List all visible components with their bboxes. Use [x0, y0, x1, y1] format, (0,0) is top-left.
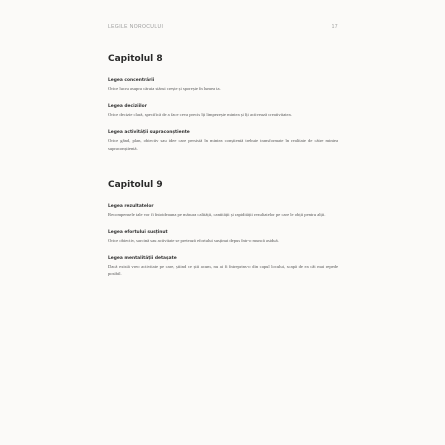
law-text: Orice obiectiv, sarcină sau activitate se pretează efortului susținut depus într-o muncă asiduă. [108, 238, 279, 244]
law-title: Legea efortului susținut [108, 230, 168, 236]
law-text: Orice lucru asupra căruia stărui crește și sporește în lumea ta. [108, 86, 221, 91]
running-title: LEGILE NOROCULUI [108, 24, 164, 30]
chapter-spacer [108, 164, 338, 180]
law-item [108, 78, 338, 92]
law-item [108, 230, 338, 244]
law-item [108, 130, 338, 151]
law-text: Orice decizie clară, specifică de a face ceva precis îți limpezește mintea și îți activează creativitatea. [108, 112, 292, 118]
law-title: Legea deciziilor [108, 104, 147, 110]
chapter-9 [108, 180, 338, 278]
law-title: Legea concentrării [108, 78, 155, 83]
law-title: Legea mentalității detașate [108, 256, 177, 262]
law-text: Recompensele tale vor fi întotdeauna pe măsura calității, cantității și rapidității rezultatelor pe care le obții pentru alții. [108, 211, 326, 217]
law-item [108, 256, 338, 277]
chapter-title: Capitolul 9 [108, 179, 163, 190]
page-content [108, 54, 338, 290]
chapter-8 [108, 54, 338, 152]
law-text: Orice gând, plan, obiectiv sau idee care persistă în mintea conștientă trebuie transformate în realitate de către mintea supraconștientă. [108, 138, 338, 151]
page-header [108, 24, 338, 30]
law-title: Legea activității supraconștiente [108, 130, 190, 136]
page-number: 17 [331, 24, 338, 30]
law-item [108, 104, 338, 118]
law-title: Legea rezultatelor [108, 203, 154, 209]
law-text: Dacă există vreo activitate pe care, știind ce știi acum, nu ai fi întreprins-o din capul locului, scapă de ea cât mai repede posibil. [108, 264, 338, 277]
chapter-title: Capitolul 8 [108, 54, 163, 64]
law-item [108, 204, 338, 218]
